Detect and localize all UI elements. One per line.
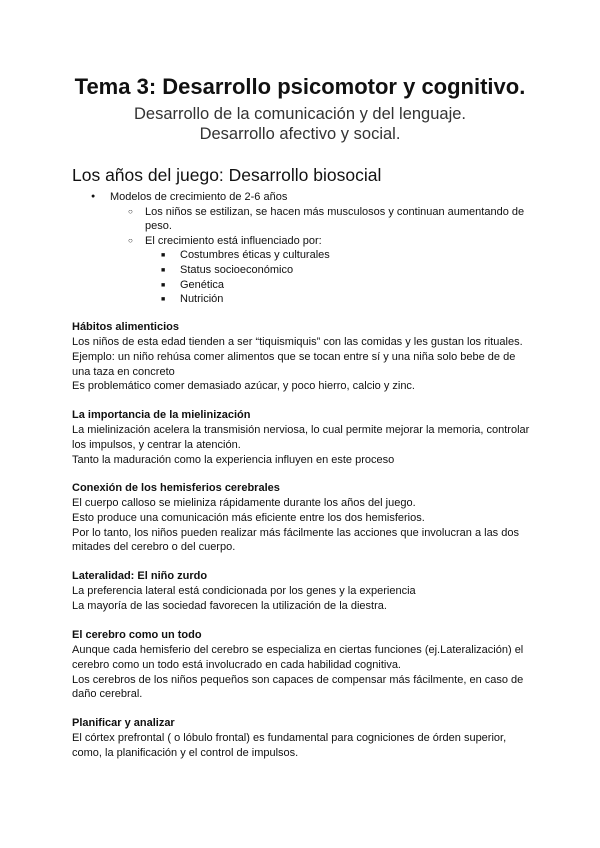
section-heading: Los años del juego: Desarrollo biosocial	[72, 165, 382, 185]
paragraph-line: El córtex prefrontal ( o lóbulo frontal) es fundamental para cogniciones de órden superior, como, la planificación y el control de impulsos.	[72, 732, 507, 759]
bullet-factor: ■ Costumbres éticas y culturales	[0, 248, 600, 263]
section-habitos	[72, 320, 532, 394]
section-title: Planificar y analizar	[72, 717, 175, 729]
paragraph-line: Los cerebros de los niños pequeños son capaces de compensar más fácilmente, en caso de daño cerebral.	[72, 673, 524, 701]
section-title: Lateralidad: El niño zurdo	[72, 570, 208, 582]
section-title: Hábitos alimenticios	[72, 321, 179, 333]
paragraph-line: Aunque cada hemisferio del cerebro se especializa en ciertas funciones (ej.Lateralización) el cerebro como un todo está involucrado en cada habilidad cognitiva.	[72, 644, 524, 671]
paragraph-line: Por lo tanto, los niños pueden realizar más fácilmente las acciones que involucran a las dos mitades del cerebro o del cuerpo.	[72, 526, 519, 554]
paragraph-line: Los niños de esta edad tienden a ser “tiquismiquis” con las comidas y les gustan los rituales.	[72, 336, 523, 348]
paragraph-line: El cuerpo calloso se mieliniza rápidamente durante los años del juego.	[72, 497, 416, 509]
paragraph-line: Ejemplo: un niño rehúsa comer alimentos que se tocan entre sí y una niña solo bebe de de una taza en concreto	[72, 350, 516, 378]
bullet-factor: ■ Status socioeconómico	[0, 263, 600, 278]
bullet-sub-1: ○ Los niños se estilizan, se hacen más musculosos y continuan aumentando de peso.	[0, 205, 525, 234]
section-hemisferios	[72, 481, 532, 555]
growth-bullet-list	[0, 190, 600, 307]
bullet-factor: ■ Nutrición	[0, 292, 600, 307]
page-title: Tema 3: Desarrollo psicomotor y cognitivo.	[74, 74, 526, 99]
section-title: La importancia de la mielinización	[72, 409, 251, 421]
paragraph-line: Es problemático comer demasiado azúcar, y poco hierro, calcio y zinc.	[72, 380, 415, 393]
paragraph-line: Tanto la maduración como la experiencia influyen en este proceso	[72, 453, 395, 466]
paragraph-line: La mielinización acelera la transmisión nerviosa, lo cual permite mejorar la memoria, controlar los impulsos, y centrar la atención.	[72, 424, 530, 451]
section-mielinizacion	[72, 408, 532, 467]
section-title: Conexión de los hemisferios cerebrales	[72, 482, 280, 494]
section-lateralidad	[72, 569, 532, 614]
bullet-factor: ■ Genética	[0, 278, 600, 293]
paragraph-line: Esto produce una comunicación más eficiente entre los dos hemisferios.	[72, 511, 425, 524]
section-cerebro-todo	[72, 628, 532, 702]
section-planificar	[72, 716, 532, 761]
section-title: El cerebro como un todo	[72, 629, 202, 641]
paragraph-line: La preferencia lateral está condicionada por los genes y la experiencia	[72, 585, 416, 597]
page-subtitle: Desarrollo de la comunicación y del lenguaje. Desarrollo afectivo y social.	[133, 105, 467, 143]
paragraph-line: La mayoría de las sociedad favorecen la utilización de la diestra.	[72, 599, 387, 612]
bullet-sub-2: ○ El crecimiento está influenciado por:	[0, 234, 525, 249]
bullet-main: ● Modelos de crecimiento de 2-6 años	[0, 190, 600, 205]
